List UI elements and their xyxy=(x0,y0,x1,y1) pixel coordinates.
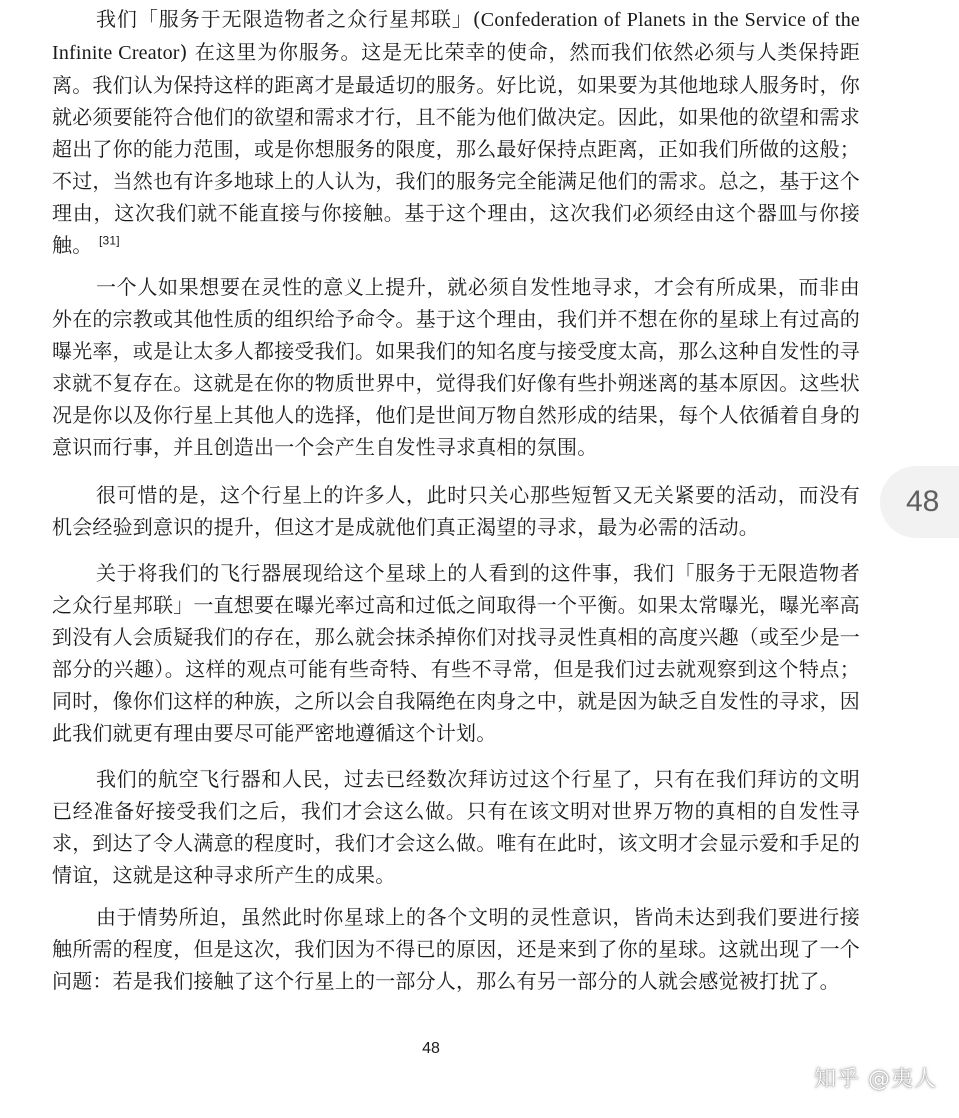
paragraph-3: 很可惜的是，这个行星上的许多人，此时只关心那些短暂又无关紧要的活动，而没有机会经验到意识的提升，但这才是成就他们真正渴望的寻求，最为必需的活动。 xyxy=(52,483,860,539)
watermark: 知乎 @夷人 xyxy=(814,1067,937,1092)
page-number: 48 xyxy=(422,1040,440,1057)
paragraph-1-text-start: 我们「服务于无限造物者之众行星邦联」( xyxy=(96,7,481,31)
paragraph-2: 一个人如果想要在灵性的意义上提升，就必须自发性地寻求，才会有所成果，而非由外在的宗教或其他性质的组织给予命令。基于这个理由，我们并不想在你的星球上有过高的曝光率，或是让太多人都接受我们。如果我们的知名度与接受度太高，那么这种自发性的寻求就不复存在。这就是在你的物质世界中，觉得我们好像有些扑朔迷离的基本原因。这些状况是你以及你行星上其他人的选择，他们是世间万物自然形成的结果，每个人依循着自身的意识而行事，并且创造出一个会产生自发性寻求真相的氛围。 xyxy=(52,275,860,459)
paragraph-4: 关于将我们的飞行器展现给这个星球上的人看到的这件事，我们「服务于无限造物者之众行星邦联」一直想要在曝光率过高和过低之间取得一个平衡。如果太常曝光，曝光率高到没有人会质疑我们的存在，那么就会抹杀掉你们对找寻灵性真相的高度兴趣（或至少是一部分的兴趣）。这样的观点可能有些奇特、有些不寻常，但是我们过去就观察到这个特点；同时，像你们这样的种族，之所以会自我隔绝在肉身之中，就是因为缺乏自发性的寻求，因此我们就更有理由要尽可能严密地遵循这个计划。 xyxy=(52,561,860,745)
page-indicator-label: 48 xyxy=(906,485,940,518)
page-indicator-badge[interactable] xyxy=(880,466,959,538)
footnote-reference[interactable]: [31] xyxy=(98,233,120,248)
paragraph-5: 我们的航空飞行器和人民，过去已经数次拜访过这个行星了，只有在我们拜访的文明已经准备好接受我们之后，我们才会这么做。只有在该文明对世界万物的真相的自发性寻求，到达了令人满意的程度时，我们才会这么做。唯有在此时，该文明才会显示爱和手足的情谊，这就是这种寻求所产生的成果。 xyxy=(52,767,860,887)
paragraph-1-text-end: ) 在这里为你服务。这是无比荣幸的使命，然而我们依然必须与人类保持距离。我们认为保持这样的距离才是最适切的服务。好比说，如果要为其他地球人服务时，你就必须要能符合他们的欲望和需求才行，且不能为他们做决定。因此，如果他的欲望和需求超出了你的能力范围，或是你想服务的限度，那么最好保持点距离，正如我们所做的这般；不过，当然也有许多地球上的人认为，我们的服务完全能满足他们的需求。总之，基于这个理由，这次我们就不能直接与你接触。基于这个理由，这次我们必须经由这个器皿与你接触。 xyxy=(52,40,860,257)
paragraph-1 xyxy=(52,3,860,261)
paragraph-1-latin-name: Confederation of Planets in the Service of the Infinite Creator xyxy=(52,9,860,64)
paragraph-6: 由于情势所迫，虽然此时你星球上的各个文明的灵性意识，皆尚未达到我们要进行接触所需的程度，但是这次，我们因为不得已的原因，还是来到了你的星球。这就出现了一个问题：若是我们接触了这个行星上的一部分人，那么有另一部分的人就会感觉被打扰了。 xyxy=(52,905,860,993)
